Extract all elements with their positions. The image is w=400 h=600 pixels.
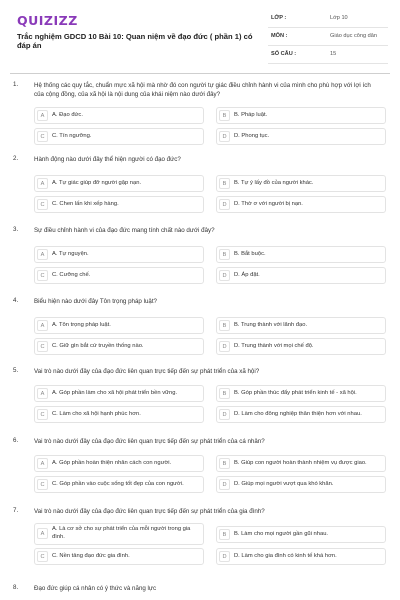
option-a[interactable]	[34, 246, 204, 263]
question-number: 3.	[13, 226, 19, 233]
question-number: 4.	[13, 297, 19, 304]
option-text: B. Làm cho mọi người gần gũi nhau.	[234, 531, 329, 537]
question-text: Đạo đức giúp cá nhân có ý thức và năng lực	[34, 585, 157, 592]
question-text: Vai trò nào dưới đây của đạo đức liên quan trực tiếp đến sự phát triển của gia đình?	[34, 508, 265, 515]
option-letter: D	[219, 409, 230, 420]
option-text: C. Làm cho xã hội hạnh phúc hơn.	[52, 411, 141, 417]
option-c[interactable]	[34, 196, 204, 213]
option-text: B. Góp phần thúc đẩy phát triển kinh tế - xã hội.	[234, 390, 357, 396]
option-text: D. Làm cho gia đình có kinh tế khá hơn.	[234, 553, 337, 559]
option-b[interactable]	[216, 385, 386, 402]
option-letter: D	[219, 551, 230, 562]
option-text: A. Tự nguyện.	[52, 251, 89, 257]
option-letter: D	[219, 341, 230, 352]
option-d[interactable]	[216, 406, 386, 423]
option-letter: C	[37, 479, 48, 490]
option-c[interactable]	[34, 267, 204, 284]
option-letter: C	[37, 409, 48, 420]
option-text: B. Pháp luật.	[234, 112, 268, 118]
option-b[interactable]	[216, 455, 386, 472]
option-d[interactable]	[216, 338, 386, 355]
question-4	[0, 297, 400, 359]
option-letter: B	[219, 178, 230, 189]
option-text: B. Giúp con người hoàn thành nhiệm vụ được giao.	[234, 460, 367, 466]
option-text: B. Bắt buộc.	[234, 251, 266, 257]
option-c[interactable]	[34, 128, 204, 145]
option-d[interactable]	[216, 548, 386, 565]
question-number: 1.	[13, 81, 19, 88]
option-text: C. Chen lấn khi xếp hàng.	[52, 201, 119, 207]
option-text: C. Góp phần vào cuộc sống tốt đẹp của con người.	[52, 481, 184, 487]
worksheet-header	[0, 0, 400, 68]
option-letter: A	[37, 110, 48, 121]
question-2	[0, 155, 400, 217]
question-text: Hành động nào dưới đây thể hiện người có đạo đức?	[34, 156, 181, 163]
question-text: Vai trò nào dưới đây của đạo đức liên quan trực tiếp đến sự phát triển của xã hội?	[34, 368, 260, 375]
question-7	[0, 507, 400, 575]
question-number: 6.	[13, 437, 19, 444]
question-1	[0, 81, 400, 151]
option-text: A. Góp phần làm cho xã hội phát triển bền vững.	[52, 390, 178, 396]
option-letter: C	[37, 270, 48, 281]
option-a[interactable]	[34, 175, 204, 192]
question-number: 7.	[13, 507, 19, 514]
option-b[interactable]	[216, 175, 386, 192]
option-d[interactable]	[216, 476, 386, 493]
question-5	[0, 367, 400, 429]
option-d[interactable]	[216, 196, 386, 213]
option-letter: B	[219, 320, 230, 331]
meta-value: Lớp 10	[330, 15, 348, 21]
meta-row-grade	[268, 10, 388, 28]
question-number: 5.	[13, 367, 19, 374]
option-letter: A	[37, 320, 48, 331]
option-letter: A	[37, 458, 48, 469]
option-text: A. Tôn trọng pháp luật.	[52, 322, 111, 328]
option-letter: B	[219, 110, 230, 121]
option-text: A. Đạo đức.	[52, 112, 83, 118]
header-divider	[10, 73, 390, 74]
option-b[interactable]	[216, 107, 386, 124]
option-letter: D	[219, 270, 230, 281]
question-text: Hệ thống các quy tắc, chuẩn mực xã hội mà nhờ đó con người tự giác điều chỉnh hành vi của mình cho phù hợp với lợi ích của cộng đồng, của xã hội là nội dung của khái niệm nào dưới đây?	[34, 82, 371, 98]
meta-row-count	[268, 46, 388, 64]
option-letter: D	[219, 131, 230, 142]
option-text: D. Áp đặt.	[234, 272, 260, 278]
option-text: D. Thờ ơ với người bị nạn.	[234, 201, 303, 207]
option-c[interactable]	[34, 338, 204, 355]
option-text: D. Trung thành với mọi chế độ.	[234, 343, 314, 349]
question-text: Vai trò nào dưới đây của đạo đức liên quan trực tiếp đến sự phát triển của cá nhân?	[34, 438, 265, 445]
option-text: B. Tự ý lấy đồ của người khác.	[234, 180, 314, 186]
option-text: A. Tự giác giúp đỡ người gặp nạn.	[52, 180, 142, 186]
option-text: C. Giữ gìn bắt cứ truyền thống nào.	[52, 343, 144, 349]
meta-value: 15	[330, 51, 337, 57]
meta-table	[268, 10, 388, 64]
option-letter: D	[219, 479, 230, 490]
option-a[interactable]	[34, 107, 204, 124]
worksheet-title: Trắc nghiệm GDCD 10 Bài 10: Quan niệm về đạo đức ( phần 1) có đáp án	[17, 32, 253, 50]
option-letter: A	[37, 178, 48, 189]
option-text: D. Giúp mọi người vượt qua khó khăn.	[234, 481, 334, 487]
option-text: D. Làm cho đông nghiệp thân thiện hơn với nhau.	[234, 411, 362, 417]
option-letter: B	[219, 249, 230, 260]
question-8	[0, 584, 400, 598]
option-text: C. Tín ngưỡng.	[52, 133, 92, 139]
option-text: D. Phong tục.	[234, 133, 270, 139]
option-letter: A	[37, 249, 48, 260]
option-d[interactable]	[216, 267, 386, 284]
option-a[interactable]	[34, 523, 204, 545]
option-letter: A	[37, 528, 48, 539]
option-a[interactable]	[34, 317, 204, 334]
option-text: A. Là cơ sở cho sự phát triển của mỗi người trong gia đình.	[52, 526, 191, 540]
option-c[interactable]	[34, 548, 204, 565]
option-letter: A	[37, 388, 48, 399]
question-number: 2.	[13, 155, 19, 162]
option-b[interactable]	[216, 246, 386, 263]
question-text: Biểu hiện nào dưới đây Tôn trọng pháp luật?	[34, 298, 157, 305]
question-number: 8.	[13, 584, 19, 591]
option-a[interactable]	[34, 455, 204, 472]
quizizz-logo: QUIZIZZ	[17, 13, 78, 28]
question-6	[0, 437, 400, 499]
option-letter: D	[219, 199, 230, 210]
option-letter: C	[37, 341, 48, 352]
option-c[interactable]	[34, 476, 204, 493]
option-letter: B	[219, 388, 230, 399]
option-letter: C	[37, 199, 48, 210]
option-text: A. Góp phần hoàn thiện nhân cách con người.	[52, 460, 172, 466]
question-text: Sự điều chỉnh hành vi của đạo đức mang tính chất nào dưới đây?	[34, 227, 215, 234]
option-d[interactable]	[216, 128, 386, 145]
question-3	[0, 226, 400, 288]
meta-key: LỚP :	[271, 15, 287, 21]
option-letter: C	[37, 551, 48, 562]
meta-key: SỐ CÂU :	[271, 51, 297, 57]
option-letter: B	[219, 458, 230, 469]
option-text: C. Nền tảng đạo đức gia đình.	[52, 553, 130, 559]
meta-row-subject	[268, 28, 388, 46]
option-b[interactable]	[216, 526, 386, 543]
option-a[interactable]	[34, 385, 204, 402]
option-c[interactable]	[34, 406, 204, 423]
option-letter: C	[37, 131, 48, 142]
option-b[interactable]	[216, 317, 386, 334]
option-letter: B	[219, 529, 230, 540]
meta-value: Giáo dục công dân	[330, 33, 377, 39]
option-text: C. Cưỡng chế.	[52, 272, 91, 278]
meta-key: MÔN :	[271, 33, 288, 39]
option-text: B. Trung thành với lãnh đạo.	[234, 322, 308, 328]
